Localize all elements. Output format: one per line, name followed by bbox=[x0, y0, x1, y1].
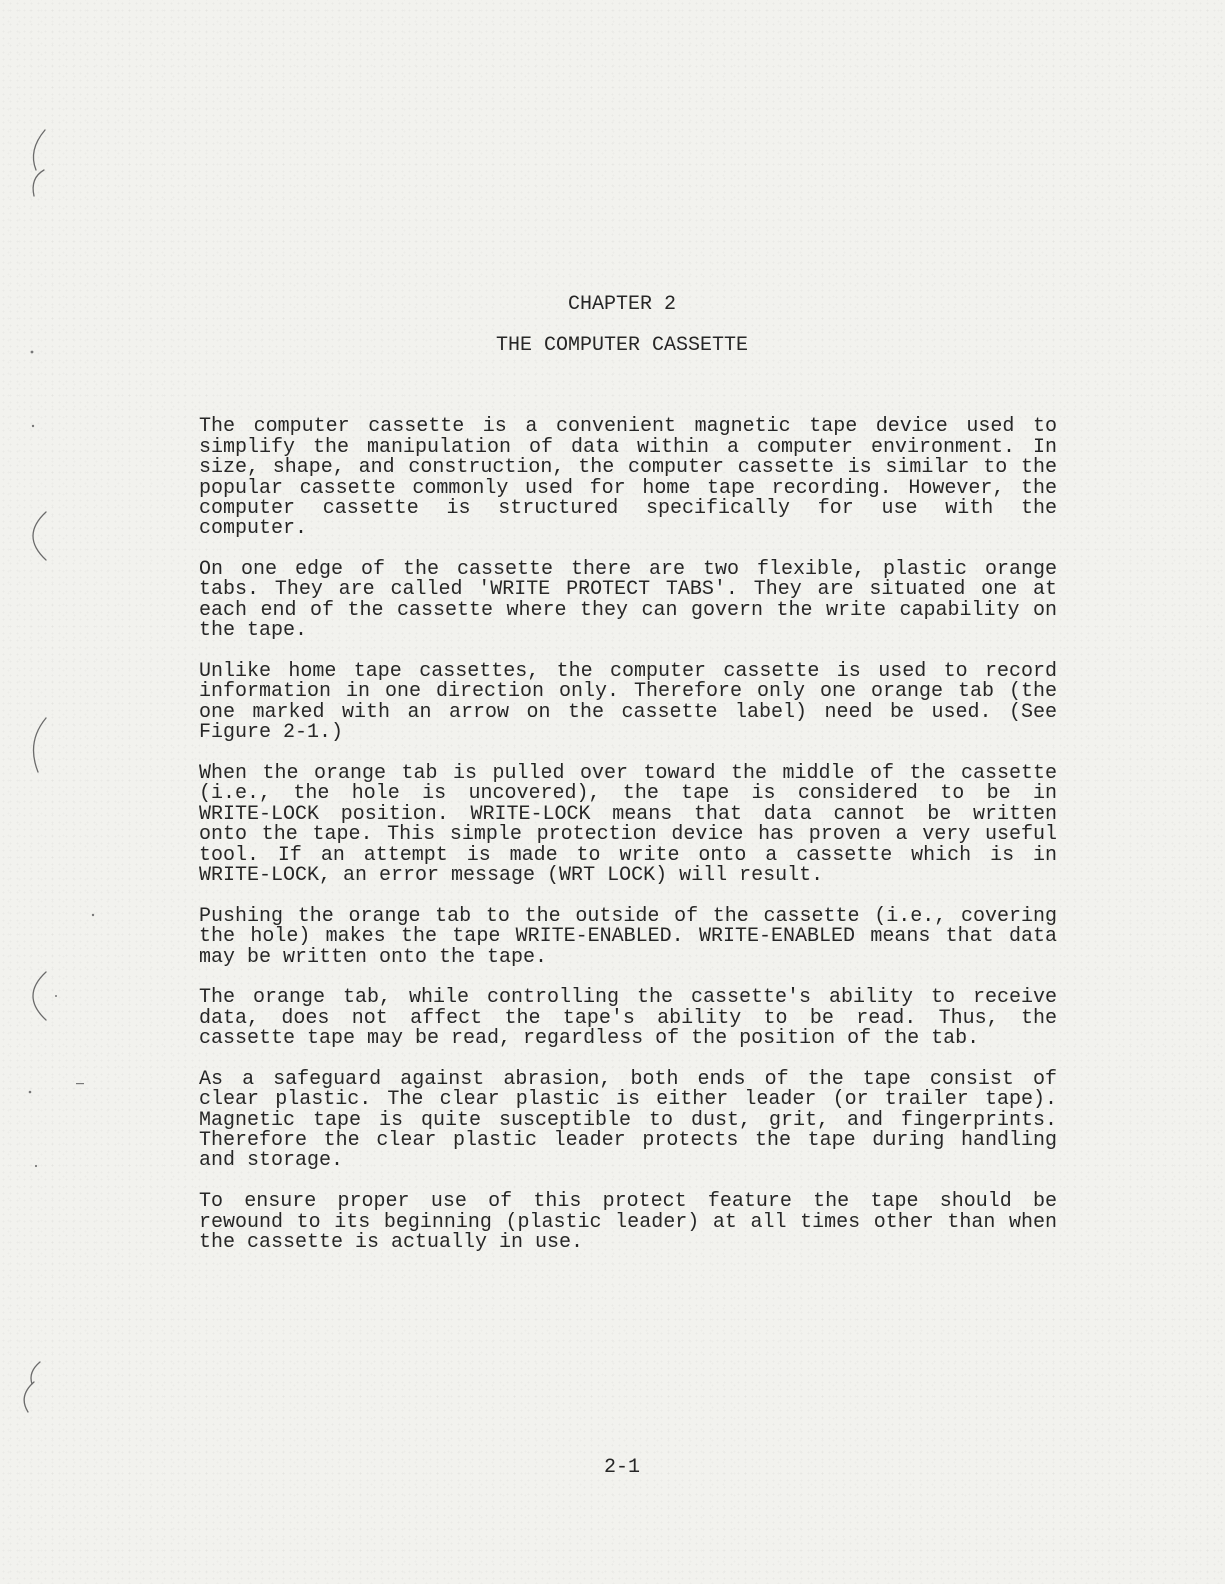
blank-line bbox=[199, 397, 1057, 417]
page-number: 2-1 bbox=[603, 1456, 640, 1479]
text-line: one marked with an arrow on the cassette label) need be used. (See bbox=[199, 700, 1057, 724]
text-line: data, does not affect the tape's ability to be read. Thus, the bbox=[199, 1006, 1057, 1030]
text-line: clear plastic. The clear plastic is either leader (or trailer tape). bbox=[199, 1088, 1057, 1112]
text-line: When the orange tab is pulled over toward the middle of the cassette bbox=[199, 761, 1057, 785]
text-line: cassette tape may be read, regardless of the position of the tab. bbox=[199, 1027, 980, 1051]
scan-speck bbox=[76, 1083, 84, 1084]
scan-speck bbox=[55, 995, 57, 997]
punch-hole-mark bbox=[31, 1362, 40, 1384]
text-line: each end of the cassette where they can govern the write capability on bbox=[199, 598, 1057, 622]
scan-speck bbox=[31, 351, 34, 354]
text-line: Unlike home tape cassettes, the computer cassette is used to record bbox=[199, 660, 1057, 684]
text-line: On one edge of the cassette there are two flexible, plastic orange bbox=[199, 558, 1057, 582]
text-line: the cassette is actually in use. bbox=[199, 1230, 584, 1254]
text-line: As a safeguard against abrasion, both ends of the tape consist of bbox=[199, 1067, 1057, 1091]
punch-hole-mark bbox=[33, 512, 46, 560]
paragraph-4 bbox=[199, 761, 1057, 887]
text-line: Pushing the orange tab to the outside of the cassette (i.e., covering bbox=[199, 904, 1057, 928]
blank-line bbox=[199, 315, 1057, 335]
binder-hole-marks bbox=[0, 0, 110, 1584]
scan-speck bbox=[32, 425, 34, 427]
blank-line bbox=[199, 642, 1057, 662]
chapter-label: CHAPTER 2 bbox=[567, 293, 677, 316]
text-line: popular cassette commonly used for home tape recording. However, the bbox=[199, 476, 1057, 500]
text-line: tool. If an attempt is made to write onto a cassette which is in bbox=[199, 843, 1057, 867]
text-line: The computer cassette is a convenient magnetic tape device used to bbox=[199, 415, 1057, 439]
blank-line bbox=[199, 968, 1057, 988]
text-line: tabs. They are called 'WRITE PROTECT TABS'. They are situated one at bbox=[199, 578, 1057, 602]
paragraph-3 bbox=[199, 662, 1057, 744]
paragraph-6 bbox=[199, 988, 1057, 1049]
punch-hole-mark bbox=[33, 972, 46, 1020]
punch-hole-mark bbox=[24, 1382, 34, 1412]
text-line: and storage. bbox=[199, 1149, 344, 1173]
paragraph-5 bbox=[199, 904, 1057, 969]
chapter-title: THE COMPUTER CASSETTE bbox=[495, 333, 749, 357]
text-line: computer. bbox=[199, 517, 308, 541]
blank-line bbox=[199, 744, 1057, 764]
blank-line bbox=[199, 1172, 1057, 1192]
document-body bbox=[199, 295, 1057, 1253]
text-line: may be written onto the tape. bbox=[199, 945, 548, 969]
text-line: rewound to its beginning (plastic leader) at all times other than when bbox=[199, 1210, 1057, 1234]
paragraph-7 bbox=[199, 1067, 1057, 1173]
text-line: Magnetic tape is quite susceptible to dust, grit, and fingerprints. bbox=[199, 1108, 1057, 1132]
text-line: WRITE-LOCK position. WRITE-LOCK means that data cannot be written bbox=[199, 802, 1057, 826]
text-line: WRITE-LOCK, an error message (WRT LOCK) will result. bbox=[199, 863, 824, 887]
text-line: computer cassette is structured specifically for use with the bbox=[199, 496, 1057, 520]
paragraph-2 bbox=[199, 560, 1057, 642]
blank-line bbox=[199, 1049, 1057, 1069]
text-line: size, shape, and construction, the computer cassette is similar to the bbox=[199, 456, 1057, 480]
scan-speck bbox=[29, 1091, 32, 1094]
punch-hole-mark bbox=[34, 718, 47, 772]
text-line: The orange tab, while controlling the cassette's ability to receive bbox=[199, 986, 1057, 1010]
punch-hole-mark bbox=[33, 130, 45, 170]
text-line: the tape. bbox=[199, 619, 308, 643]
blank-line bbox=[199, 377, 1057, 397]
scan-speck bbox=[92, 914, 94, 916]
blank-line bbox=[199, 356, 1057, 376]
scan-speck bbox=[35, 1165, 37, 1167]
punch-hole-mark bbox=[33, 170, 44, 196]
text-line: Figure 2-1.) bbox=[199, 721, 344, 745]
text-line: Therefore the clear plastic leader protects the tape during handling bbox=[199, 1129, 1057, 1153]
text-line: (i.e., the hole is uncovered), the tape is considered to be in bbox=[199, 782, 1057, 806]
blank-line bbox=[199, 540, 1057, 560]
text-line: To ensure proper use of this protect feature the tape should be bbox=[199, 1190, 1057, 1214]
text-line: simplify the manipulation of data within a computer environment. In bbox=[199, 435, 1057, 459]
text-line: onto the tape. This simple protection device has proven a very useful bbox=[199, 823, 1057, 847]
paragraph-8 bbox=[199, 1192, 1057, 1253]
text-line: information in one direction only. Therefore only one orange tab (the bbox=[199, 680, 1057, 704]
text-line: the hole) makes the tape WRITE-ENABLED. WRITE-ENABLED means that data bbox=[199, 925, 1057, 949]
blank-line bbox=[199, 886, 1057, 906]
paragraph-1 bbox=[199, 417, 1057, 539]
